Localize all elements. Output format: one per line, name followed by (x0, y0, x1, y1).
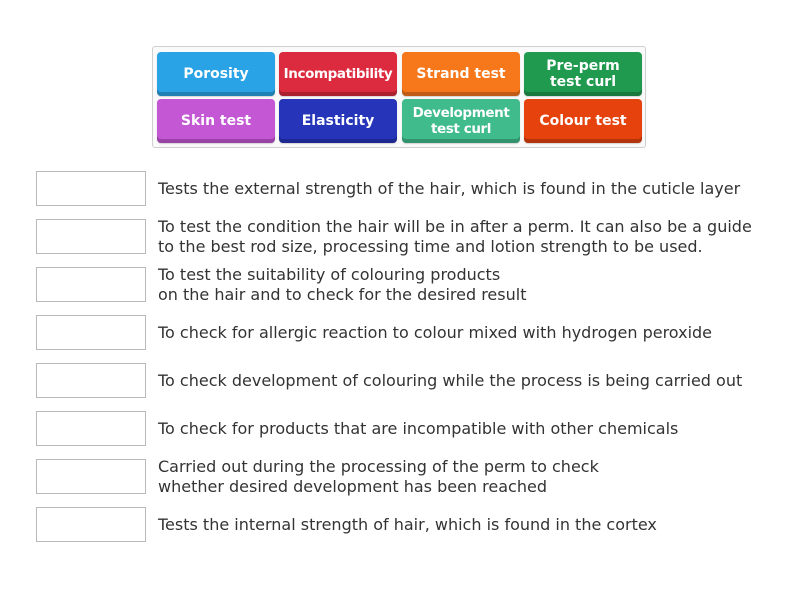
tile-colour-test[interactable]: Colour test (524, 99, 642, 143)
tile-porosity[interactable]: Porosity (157, 52, 275, 96)
tile-strand-test[interactable]: Strand test (402, 52, 520, 96)
row-description: To test the condition the hair will be in after a perm. It can also be a guide to the best rod size, processing time and lotion strength to be used. (158, 217, 752, 256)
drop-target[interactable] (36, 171, 146, 206)
match-row (0, 505, 800, 545)
drop-target[interactable] (36, 507, 146, 542)
match-row (0, 361, 800, 401)
drop-target[interactable] (36, 459, 146, 494)
drop-target[interactable] (36, 219, 146, 254)
match-row (0, 457, 800, 497)
row-description: Tests the external strength of the hair, which is found in the cuticle layer (158, 179, 741, 198)
tile-incompatibility[interactable]: Incompatibility (279, 52, 397, 96)
row-description: Carried out during the processing of the perm to check whether desired development has been reached (158, 457, 599, 496)
match-row (0, 313, 800, 353)
drop-target[interactable] (36, 363, 146, 398)
row-description: Tests the internal strength of hair, which is found in the cortex (158, 515, 657, 534)
tile-pre-perm-test-curl[interactable]: Pre-perm test curl (524, 52, 642, 96)
row-description: To check for products that are incompatible with other chemicals (158, 419, 679, 438)
match-row (0, 217, 800, 257)
match-row (0, 409, 800, 449)
match-row (0, 265, 800, 305)
row-description: To test the suitability of colouring products on the hair and to check for the desired result (158, 265, 527, 304)
answer-tile-bank (152, 46, 646, 148)
tile-elasticity[interactable]: Elasticity (279, 99, 397, 143)
match-row (0, 169, 800, 209)
tile-skin-test[interactable]: Skin test (157, 99, 275, 143)
tile-development-test-curl[interactable]: Development test curl (402, 99, 520, 143)
drop-target[interactable] (36, 411, 146, 446)
drop-target[interactable] (36, 267, 146, 302)
drop-target[interactable] (36, 315, 146, 350)
row-description: To check development of colouring while the process is being carried out (158, 371, 743, 390)
row-description: To check for allergic reaction to colour mixed with hydrogen peroxide (158, 323, 713, 342)
